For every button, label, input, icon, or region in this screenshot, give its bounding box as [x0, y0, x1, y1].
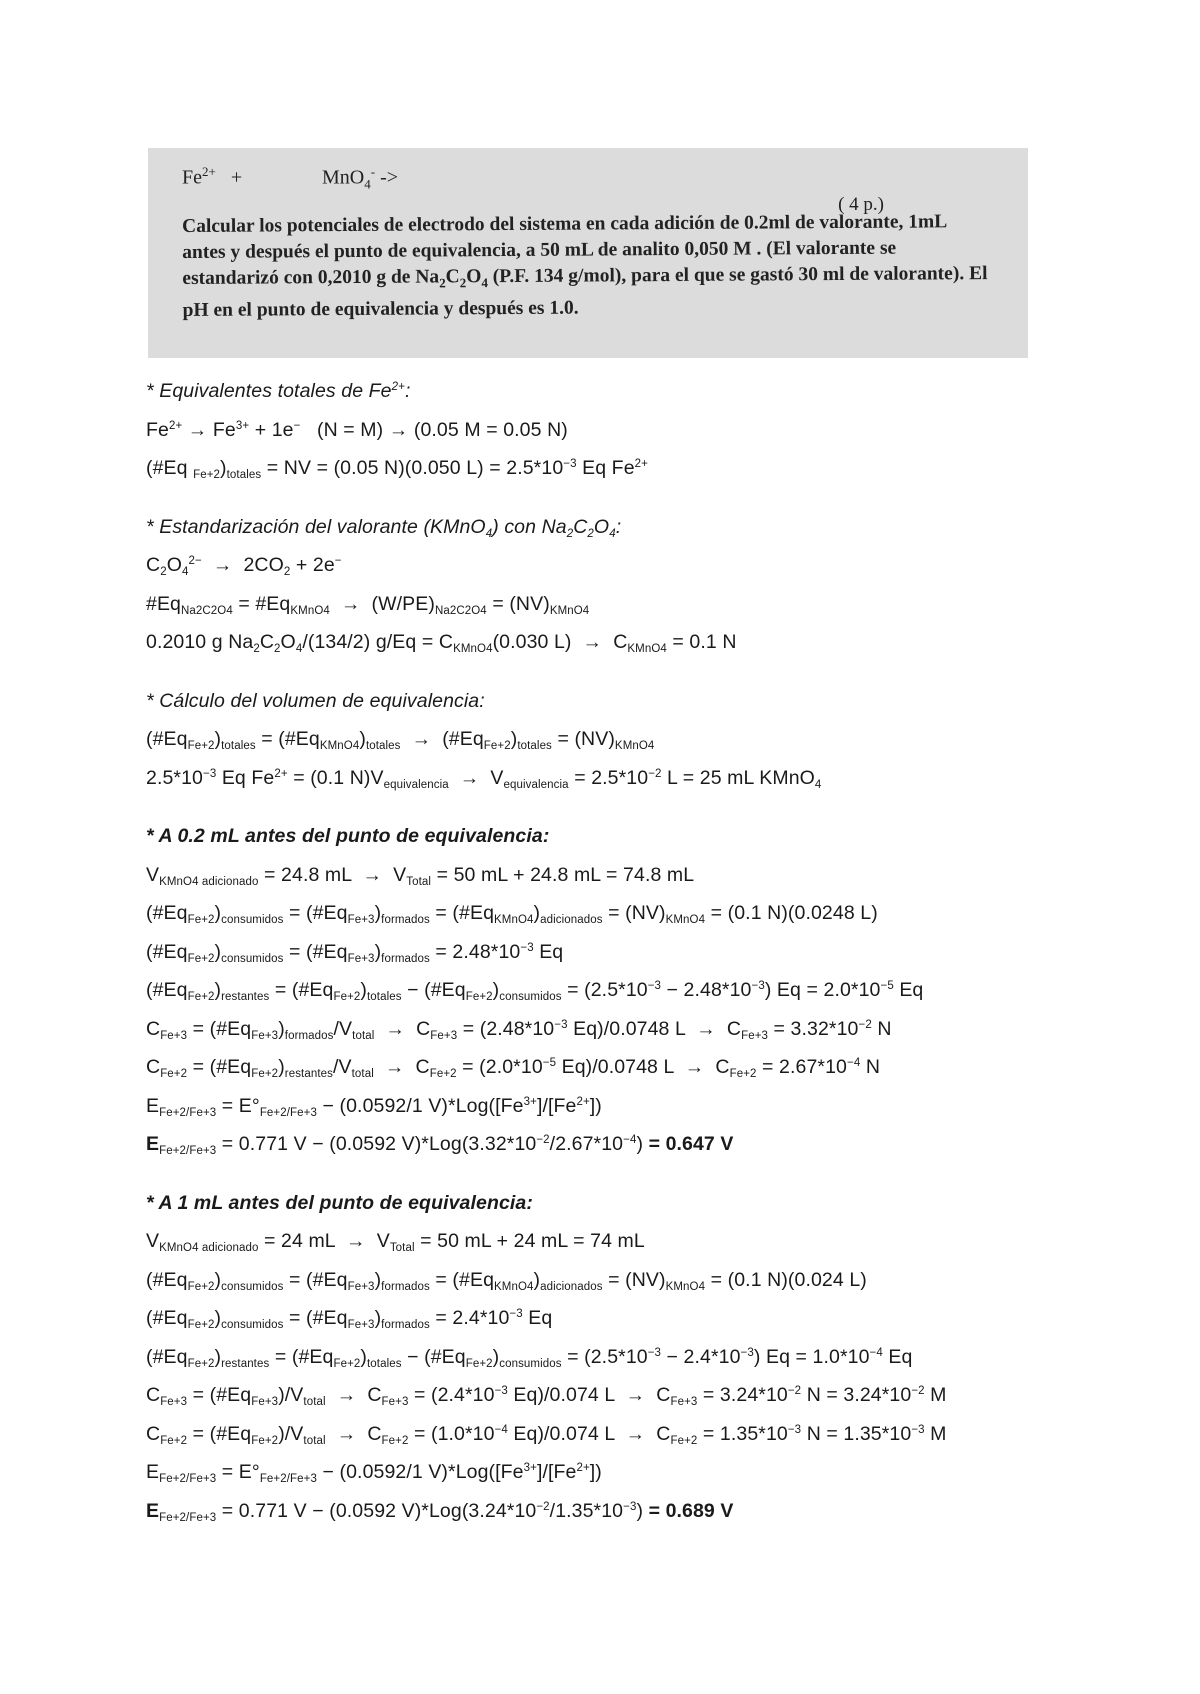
text-line: $C_{Fe+3}$ = $(\#Eq_{Fe+3})_{formados}/V_{total} \to C_{Fe+3} = (2.48*10^{-3}$ Eq)/0.0748 $L \to C_{Fe+3} = 3.32*10^{-2}$ N [146, 1017, 892, 1042]
text-line: $E_{Fe+2/Fe+3} = E^\circ_{Fe+2/Fe+3} - (0.0592/1$ $V)*Log([Fe^{3+}]/[Fe^{2+}])$ [146, 1461, 602, 1485]
result-line: $E_{Fe+2/Fe+3} = 0.771$ V − (0.0592 $V)*Log(3.32*10^{-2}/2.67*10^{-4}) = 0.647$ V [146, 1133, 734, 1157]
section-heading: * Estandarización del valorante (KMnO$_4$) con $Na_2C_2O_4$: [146, 515, 622, 540]
text-line: $C_{Fe+2}$ = $(\#Eq_{Fe+2})/V_{total} \to C_{Fe+2} = (1.0*10^{-4}$ Eq)/0.074 $L \to C_{Fe+2} = 1.35*10^{-3}$ $N = 1.35*10^{-3}$ M [146, 1422, 947, 1447]
reaction-line [182, 160, 994, 215]
text-line: $2.5*10^{-3}$ Eq $Fe^{2+} = (0.1$ $N)V_{equivalencia} \to V_{equivalencia} = 2.5*10^{-2}$ L = 25 mL KMnO$_4$ [146, 766, 822, 791]
text-line: $V_{KMnO4 adicionado} = 24$ mL → $V_{Total} = 50$ mL + 24 mL = 74 mL [146, 1230, 645, 1254]
text-line: $(\#Eq_{Fe+2})_{consumidos}$ = $(\#Eq_{Fe+3})_{formados} = 2.4*10^{-3}$ Eq [146, 1307, 553, 1331]
text-line: $(\#Eq_{Fe+2})_{totales}$ = $(\#Eq_{KMnO4})_{totales}$ → $(\#Eq_{Fe+2})_{totales} = (NV)_{KMnO4}$ [146, 728, 655, 752]
problem-text: Calcular los potenciales de electrodo del sistema en cada adición de 0.2ml de valorante, 1mL antes y después el punto de equivalencia, a 50 mL de analito 0,050 M . (El valorante se estandarizó con 0,2010 g de $Na_2C_2O_4$ (P.F. 134 g/mol), para el que se gastó 30 ml de valorante). El pH en el punto de equivalencia y después es 1.0. [182, 211, 988, 321]
text-line: $E_{Fe+2/Fe+3} = E^\circ_{Fe+2/Fe+3} - (0.0592/1$ $V)*Log([Fe^{3+}]/[Fe^{2+}])$ [146, 1094, 602, 1119]
text-line: $Fe^{2+} \to Fe^{3+} + 1e^-$ (N = M) → (0.05 M = 0.05 N) [146, 418, 568, 441]
text-line: $(\#Eq_{Fe+2})_{restantes}$ = $(\#Eq_{Fe+2})_{totales}$ − $(\#Eq_{Fe+2})_{consumidos} = (2.5*10^{-3} - 2.48*10^{-3}) Eq = 2.0*10^{-5}$ Eq [146, 979, 924, 1003]
section-heading: * A 0.2 mL antes del punto de equivalencia: [146, 825, 550, 847]
text-line: $(\#Eq_{Fe+2})_{consumidos}$ = $(\#Eq_{Fe+3})_{formados}$ = $(\#Eq_{KMnO4})_{adicionados} = (NV)_{KMnO4} = (0.1$ N)(0.0248 L) [146, 902, 878, 926]
text-line: $(\#Eq_{Fe+2})_{restantes}$ = $(\#Eq_{Fe+2})_{totales}$ − $(\#Eq_{Fe+2})_{consumidos} = (2.5*10^{-3} - 2.4*10^{-3}) Eq = 1.0*10^{-4}$ Eq [146, 1345, 913, 1370]
text-line: $(\#Eq_{Fe+2})_{consumidos}$ = $(\#Eq_{Fe+3})_{formados} = 2.48*10^{-3}$ Eq [146, 940, 564, 965]
text-line: $V_{KMnO4 adicionado} = 24.8$ mL → $V_{Total} = 50$ mL + 24.8 mL = 74.8 mL [146, 863, 695, 888]
reactant-fe: $Fe^{2+}$ + [182, 164, 243, 189]
result-line: $E_{Fe+2/Fe+3} = 0.771$ V − (0.0592 $V)*Log(3.24*10^{-2}/1.35*10^{-3}) = 0.689$ V [146, 1499, 734, 1524]
reactant-mno4: MnO$_4$- -> [322, 164, 399, 192]
points-label: ( 4 p.) [838, 194, 884, 215]
text-line: $(\#Eq_{Fe+2})_{consumidos}$ = $(\#Eq_{Fe+3})_{formados}$ = $(\#Eq_{KMnO4})_{adicionados} = (NV)_{KMnO4} = (0.1$ N)(0.024 L) [146, 1268, 867, 1293]
solution-content [146, 372, 1146, 1530]
text-line: $C_{Fe+3}$ = $(\#Eq_{Fe+3})/V_{total} \to C_{Fe+3} = (2.4*10^{-3}$ Eq)/0.074 $L \to C_{Fe+3} = 3.24*10^{-2}$ $N = 3.24*10^{-2}$ M [146, 1384, 947, 1408]
text-line: $\#Eq_{Na2C2O4}$ = $\#Eq_{KMnO4} \to (W/PE)_{Na2C2O4} = (NV)_{KMnO4}$ [146, 592, 590, 617]
section-heading: * Equivalentes totales de $Fe^{2+}$: [146, 380, 411, 402]
section-heading: * Cálculo del volumen de equivalencia: [146, 689, 485, 712]
section-heading: * A 1 mL antes del punto de equivalencia: [146, 1191, 533, 1214]
text-line: 0.2010 g $Na_2C_2O_4/(134/2) g/Eq = C_{KMnO4}(0.030$ $L) \to C_{KMnO4} = 0.1$ N [146, 631, 737, 655]
text-line: $C_2O_4^{2-} \to 2CO_2 + 2e^-$ [146, 554, 342, 578]
text-line: (#Eq $_{Fe+2})_{totales}$ = NV = (0.05 N)(0.050 $L) = 2.5*10^{-3}$ Eq $Fe^{2+}$ [146, 457, 648, 481]
problem-statement-image [148, 148, 1028, 358]
text-line: $C_{Fe+2}$ = $(\#Eq_{Fe+2})_{restantes}/V_{total} \to C_{Fe+2} = (2.0*10^{-5}$ Eq)/0.0748 $L \to C_{Fe+2} = 2.67*10^{-4}$ N [146, 1056, 881, 1080]
